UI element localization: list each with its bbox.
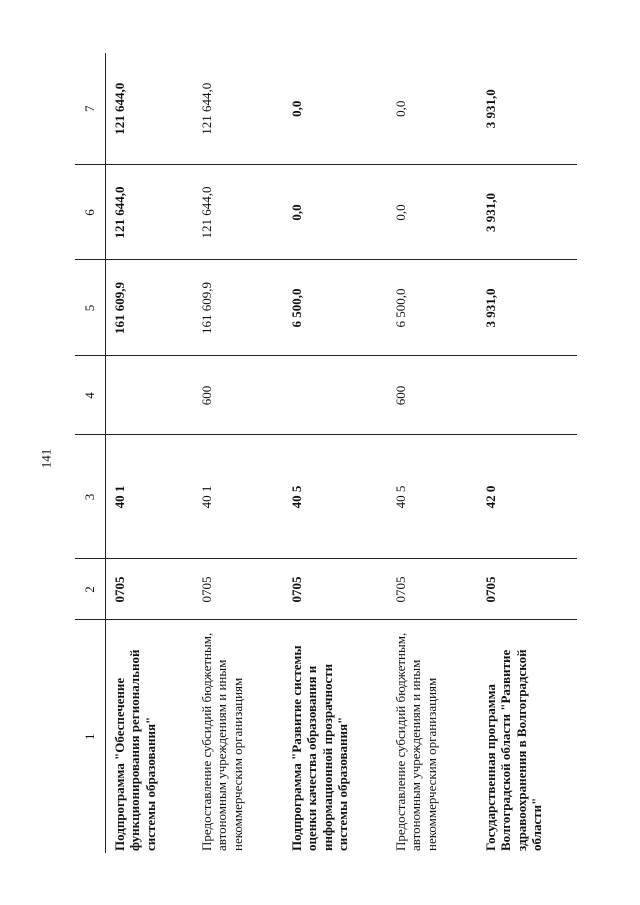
- row-section: 0705: [106, 559, 194, 620]
- header-col-2: 2: [75, 559, 106, 620]
- row-target: 42 0: [477, 435, 577, 559]
- rotated-table-container: [75, 53, 620, 853]
- row-expense-type: [283, 356, 387, 435]
- budget-table: [75, 53, 577, 853]
- row-expense-type: [477, 356, 577, 435]
- row-value-5: 6 500,0: [387, 260, 477, 356]
- header-col-6: 6: [75, 165, 106, 260]
- row-value-5: 161 609,9: [193, 260, 283, 356]
- row-name: Подпрограмма "Развитие системы оценки качества образования и информационной прозрачности системы образования": [289, 645, 350, 851]
- header-col-4: 4: [75, 356, 106, 435]
- row-expense-type: [106, 356, 194, 435]
- table-row: [283, 53, 387, 853]
- row-name: Предоставление субсидий бюджетным, автономным учреждениям и иным некоммерческим организациям: [393, 632, 439, 851]
- row-name: Предоставление субсидий бюджетным, автономным учреждениям и иным некоммерческим организациям: [199, 632, 245, 851]
- header-col-5: 5: [75, 260, 106, 356]
- row-value-6: 121 644,0: [193, 165, 283, 260]
- row-value-7: 0,0: [387, 53, 477, 165]
- row-section: 0705: [477, 559, 577, 620]
- row-value-5: 6 500,0: [283, 260, 387, 356]
- row-section: 0705: [387, 559, 477, 620]
- row-expense-type: 600: [387, 356, 477, 435]
- header-col-1: 1: [75, 620, 106, 853]
- row-name: Подпрограмма "Обеспечение функционирования региональной системы образования": [112, 649, 158, 851]
- row-value-7: 0,0: [283, 53, 387, 165]
- row-target: 40 5: [387, 435, 477, 559]
- row-value-7: 121 644,0: [106, 53, 194, 165]
- row-target: 40 1: [193, 435, 283, 559]
- table-row: [387, 53, 477, 853]
- row-value-5: 3 931,0: [477, 260, 577, 356]
- table-row: [106, 53, 194, 853]
- row-name: Государственная программа Волгоградской области "Развитие здравоохранения в Волгоградской области": [483, 649, 544, 851]
- row-value-6: 121 644,0: [106, 165, 194, 260]
- header-col-3: 3: [75, 435, 106, 559]
- row-target: 40 5: [283, 435, 387, 559]
- row-value-6: 3 931,0: [477, 165, 577, 260]
- row-value-5: 161 609,9: [106, 260, 194, 356]
- row-target: 40 1: [106, 435, 194, 559]
- row-section: 0705: [283, 559, 387, 620]
- row-value-7: 3 931,0: [477, 53, 577, 165]
- table-row: [477, 53, 577, 853]
- row-value-6: 0,0: [387, 165, 477, 260]
- row-value-7: 121 644,0: [193, 53, 283, 165]
- table-header-row: [75, 53, 106, 853]
- table-row: [193, 53, 283, 853]
- page-number: 141: [38, 448, 54, 469]
- row-section: 0705: [193, 559, 283, 620]
- row-expense-type: 600: [193, 356, 283, 435]
- row-value-6: 0,0: [283, 165, 387, 260]
- header-col-7: 7: [75, 53, 106, 165]
